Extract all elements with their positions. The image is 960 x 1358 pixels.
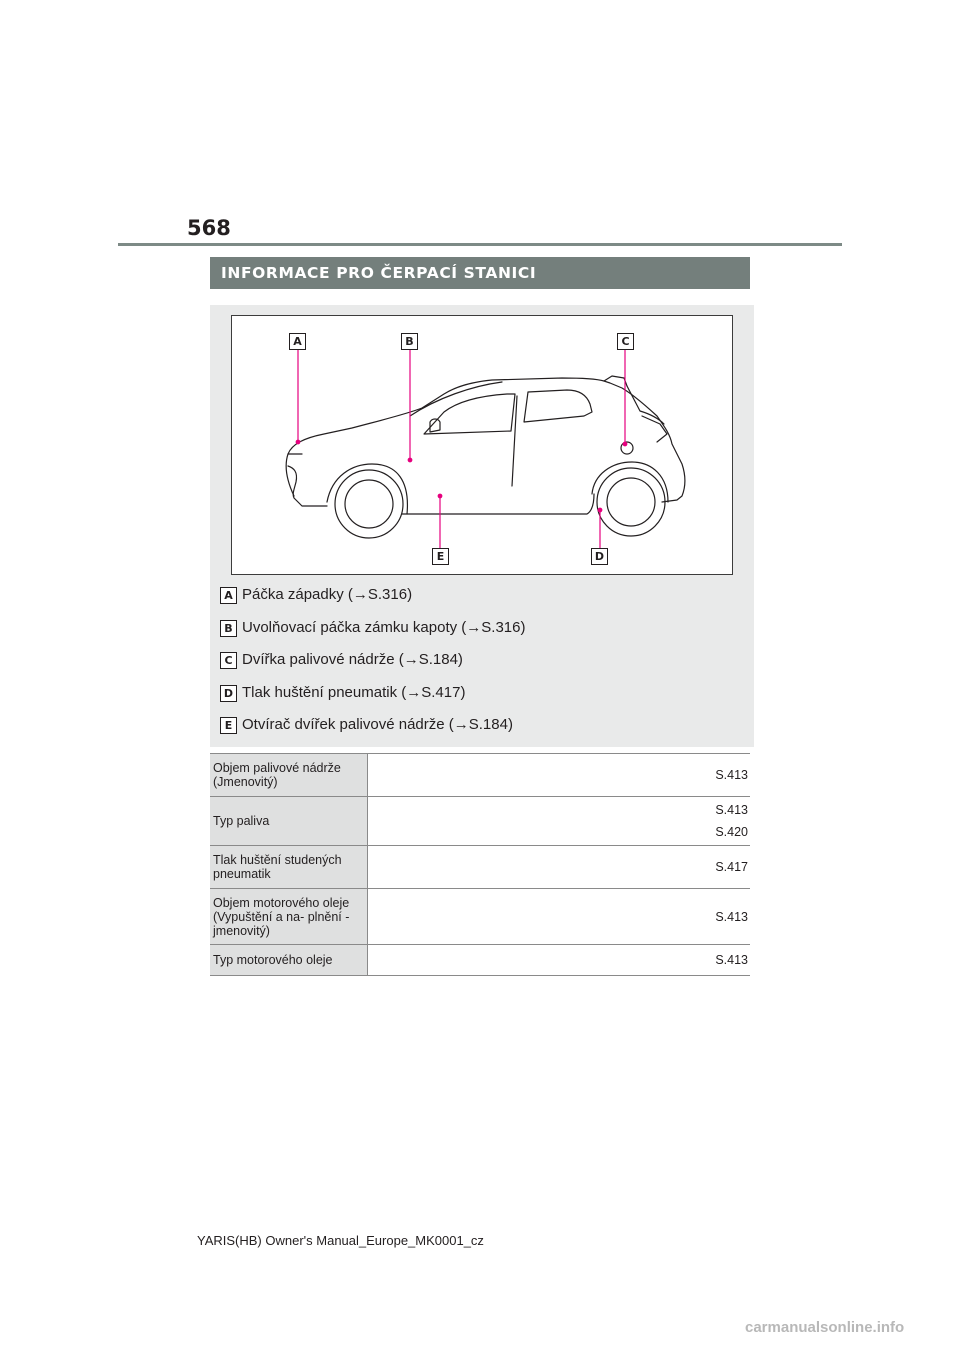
legend-text: Tlak huštění pneumatik (→S.417) bbox=[242, 683, 466, 701]
page-reference: S.420 bbox=[715, 825, 748, 839]
car-rocker bbox=[402, 494, 594, 514]
legend-letter: B bbox=[220, 620, 237, 637]
front-window bbox=[424, 394, 515, 434]
rear-window bbox=[524, 390, 592, 422]
page-number: 568 bbox=[187, 216, 231, 240]
legend-letter: C bbox=[220, 652, 237, 669]
page-reference: S.413 bbox=[715, 768, 748, 782]
table-row bbox=[210, 797, 750, 846]
legend-letter: E bbox=[220, 717, 237, 734]
table-label: Typ motorového oleje bbox=[210, 945, 368, 976]
car-illustration bbox=[232, 316, 734, 576]
table-row bbox=[210, 889, 750, 945]
car-diagram bbox=[231, 315, 733, 575]
table-label: Objem motorového oleje (Vypuštění a na- plnění - jmenovitý) bbox=[210, 889, 368, 945]
footer-text: YARIS(HB) Owner's Manual_Europe_MK0001_cz bbox=[197, 1233, 484, 1248]
table-label: Tlak huštění studených pneumatik bbox=[210, 846, 368, 889]
table-row bbox=[210, 945, 750, 976]
legend-letter: A bbox=[220, 587, 237, 604]
section-title: INFORMACE PRO ČERPACÍ STANICI bbox=[210, 257, 750, 289]
legend-text: Uvolňovací páčka zámku kapoty (→S.316) bbox=[242, 618, 526, 636]
header-rule bbox=[118, 243, 842, 246]
callout-d: D bbox=[591, 548, 608, 565]
table-value bbox=[368, 889, 751, 945]
legend-text: Otvírač dvířek palivové nádrže (→S.184) bbox=[242, 716, 513, 733]
page-reference: S.413 bbox=[715, 803, 748, 817]
table-label: Typ paliva bbox=[210, 797, 368, 846]
callout-e: E bbox=[432, 548, 449, 565]
legend-letter: D bbox=[220, 685, 237, 702]
table-row bbox=[210, 754, 750, 797]
page-reference: S.413 bbox=[715, 953, 748, 967]
page-reference: S.413 bbox=[715, 909, 748, 924]
table-value bbox=[368, 846, 751, 889]
table-value bbox=[368, 754, 751, 797]
callout-c: C bbox=[617, 333, 634, 350]
table-label: Objem palivové nádrže (Jmenovitý) bbox=[210, 754, 368, 797]
callout-a: A bbox=[289, 333, 306, 350]
legend-text: Dvířka palivové nádrže (→S.184) bbox=[242, 651, 463, 668]
callout-b: B bbox=[401, 333, 418, 350]
table-row bbox=[210, 846, 750, 889]
info-table bbox=[210, 753, 750, 976]
page-reference: S.417 bbox=[715, 860, 748, 874]
legend-text: Páčka západky (→S.316) bbox=[242, 586, 413, 603]
table-value bbox=[368, 945, 751, 976]
table-value bbox=[368, 797, 751, 846]
watermark[interactable]: carmanualsonline.info bbox=[745, 1319, 905, 1336]
